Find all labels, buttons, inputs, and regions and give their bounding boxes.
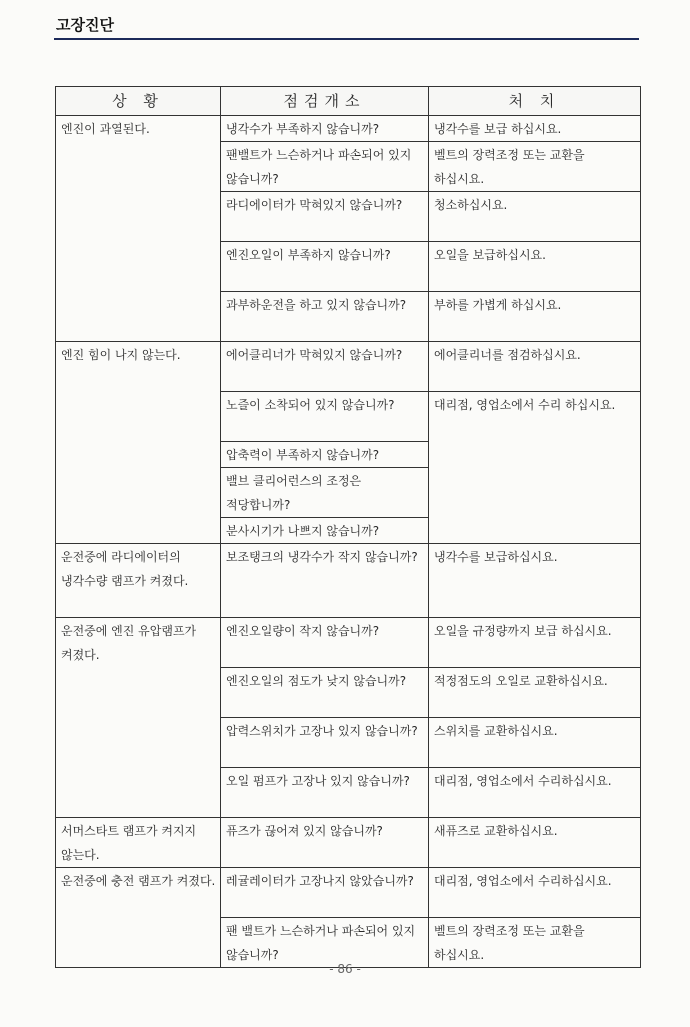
check-cell: 보조탱크의 냉각수가 작지 않습니까? (221, 544, 429, 618)
situation-cell: 운전중에 라디에이터의 냉각수량 램프가 켜졌다. (56, 544, 221, 618)
check-cell: 노즐이 소착되어 있지 않습니까? (221, 392, 429, 442)
check-cell: 팬밸트가 느슨하거나 파손되어 있지 않습니까? (221, 142, 429, 192)
diagnosis-table (55, 86, 641, 968)
table-row (56, 342, 641, 392)
check-cell: 분사시기가 나쁘지 않습니까? (221, 518, 429, 544)
table-row (56, 544, 641, 618)
check-cell: 팬 밸트가 느슨하거나 파손되어 있지 않습니까? (221, 918, 429, 968)
action-cell: 부하를 가볍게 하십시요. (429, 292, 641, 342)
check-cell: 엔진오일량이 작지 않습니까? (221, 618, 429, 668)
action-cell: 냉각수를 보급하십시요. (429, 544, 641, 618)
table-row (56, 116, 641, 142)
situation-cell: 운전중에 충전 램프가 켜졌다. (56, 868, 221, 968)
situation-cell: 엔진이 과열된다. (56, 116, 221, 342)
check-cell: 오일 펌프가 고장나 있지 않습니까? (221, 768, 429, 818)
check-cell: 라디에이터가 막혀있지 않습니까? (221, 192, 429, 242)
section-title: 고장진단 (56, 16, 114, 34)
action-cell: 청소하십시요. (429, 192, 641, 242)
check-cell: 퓨즈가 끊어져 있지 않습니까? (221, 818, 429, 868)
situation-cell: 운전중에 엔진 유압램프가 켜졌다. (56, 618, 221, 818)
check-cell: 과부하운전을 하고 있지 않습니까? (221, 292, 429, 342)
situation-cell: 서머스타트 램프가 켜지지 않는다. (56, 818, 221, 868)
check-cell: 엔진오일이 부족하지 않습니까? (221, 242, 429, 292)
action-cell: 오일을 규정량까지 보급 하십시요. (429, 618, 641, 668)
check-cell: 압력스위치가 고장나 있지 않습니까? (221, 718, 429, 768)
header-action: 처 치 (429, 87, 641, 116)
action-cell: 냉각수를 보급 하십시요. (429, 116, 641, 142)
situation-cell: 엔진 힘이 나지 않는다. (56, 342, 221, 544)
check-cell: 엔진오일의 점도가 낮지 않습니까? (221, 668, 429, 718)
check-cell: 압축력이 부족하지 않습니까? (221, 442, 429, 468)
action-cell: 대리점, 영업소에서 수리하십시요. (429, 868, 641, 918)
table-header-row (56, 87, 641, 116)
header-check-point: 점검개소 (221, 87, 429, 116)
check-cell: 레귤레이터가 고장나지 않았습니까? (221, 868, 429, 918)
table-row (56, 818, 641, 868)
check-cell: 에어클리너가 막혀있지 않습니까? (221, 342, 429, 392)
action-cell: 에어클리너를 점검하십시요. (429, 342, 641, 392)
title-divider (54, 38, 639, 40)
header-situation: 상 황 (56, 87, 221, 116)
action-cell: 적정점도의 오일로 교환하십시요. (429, 668, 641, 718)
action-cell: 오일을 보급하십시요. (429, 242, 641, 292)
check-cell: 밸브 클리어런스의 조정은 적당합니까? (221, 468, 429, 518)
action-cell: 대리점, 영업소에서 수리하십시요. (429, 768, 641, 818)
check-cell: 냉각수가 부족하지 않습니까? (221, 116, 429, 142)
page-number: - 86 - (329, 962, 361, 976)
action-cell: 스위치를 교환하십시요. (429, 718, 641, 768)
table-row (56, 868, 641, 918)
action-cell: 벨트의 장력조정 또는 교환을 하십시요. (429, 142, 641, 192)
action-cell: 대리점, 영업소에서 수리 하십시요. (429, 392, 641, 544)
table-row (56, 618, 641, 668)
action-cell: 새퓨즈로 교환하십시요. (429, 818, 641, 868)
action-cell: 벨트의 장력조정 또는 교환을 하십시요. (429, 918, 641, 968)
